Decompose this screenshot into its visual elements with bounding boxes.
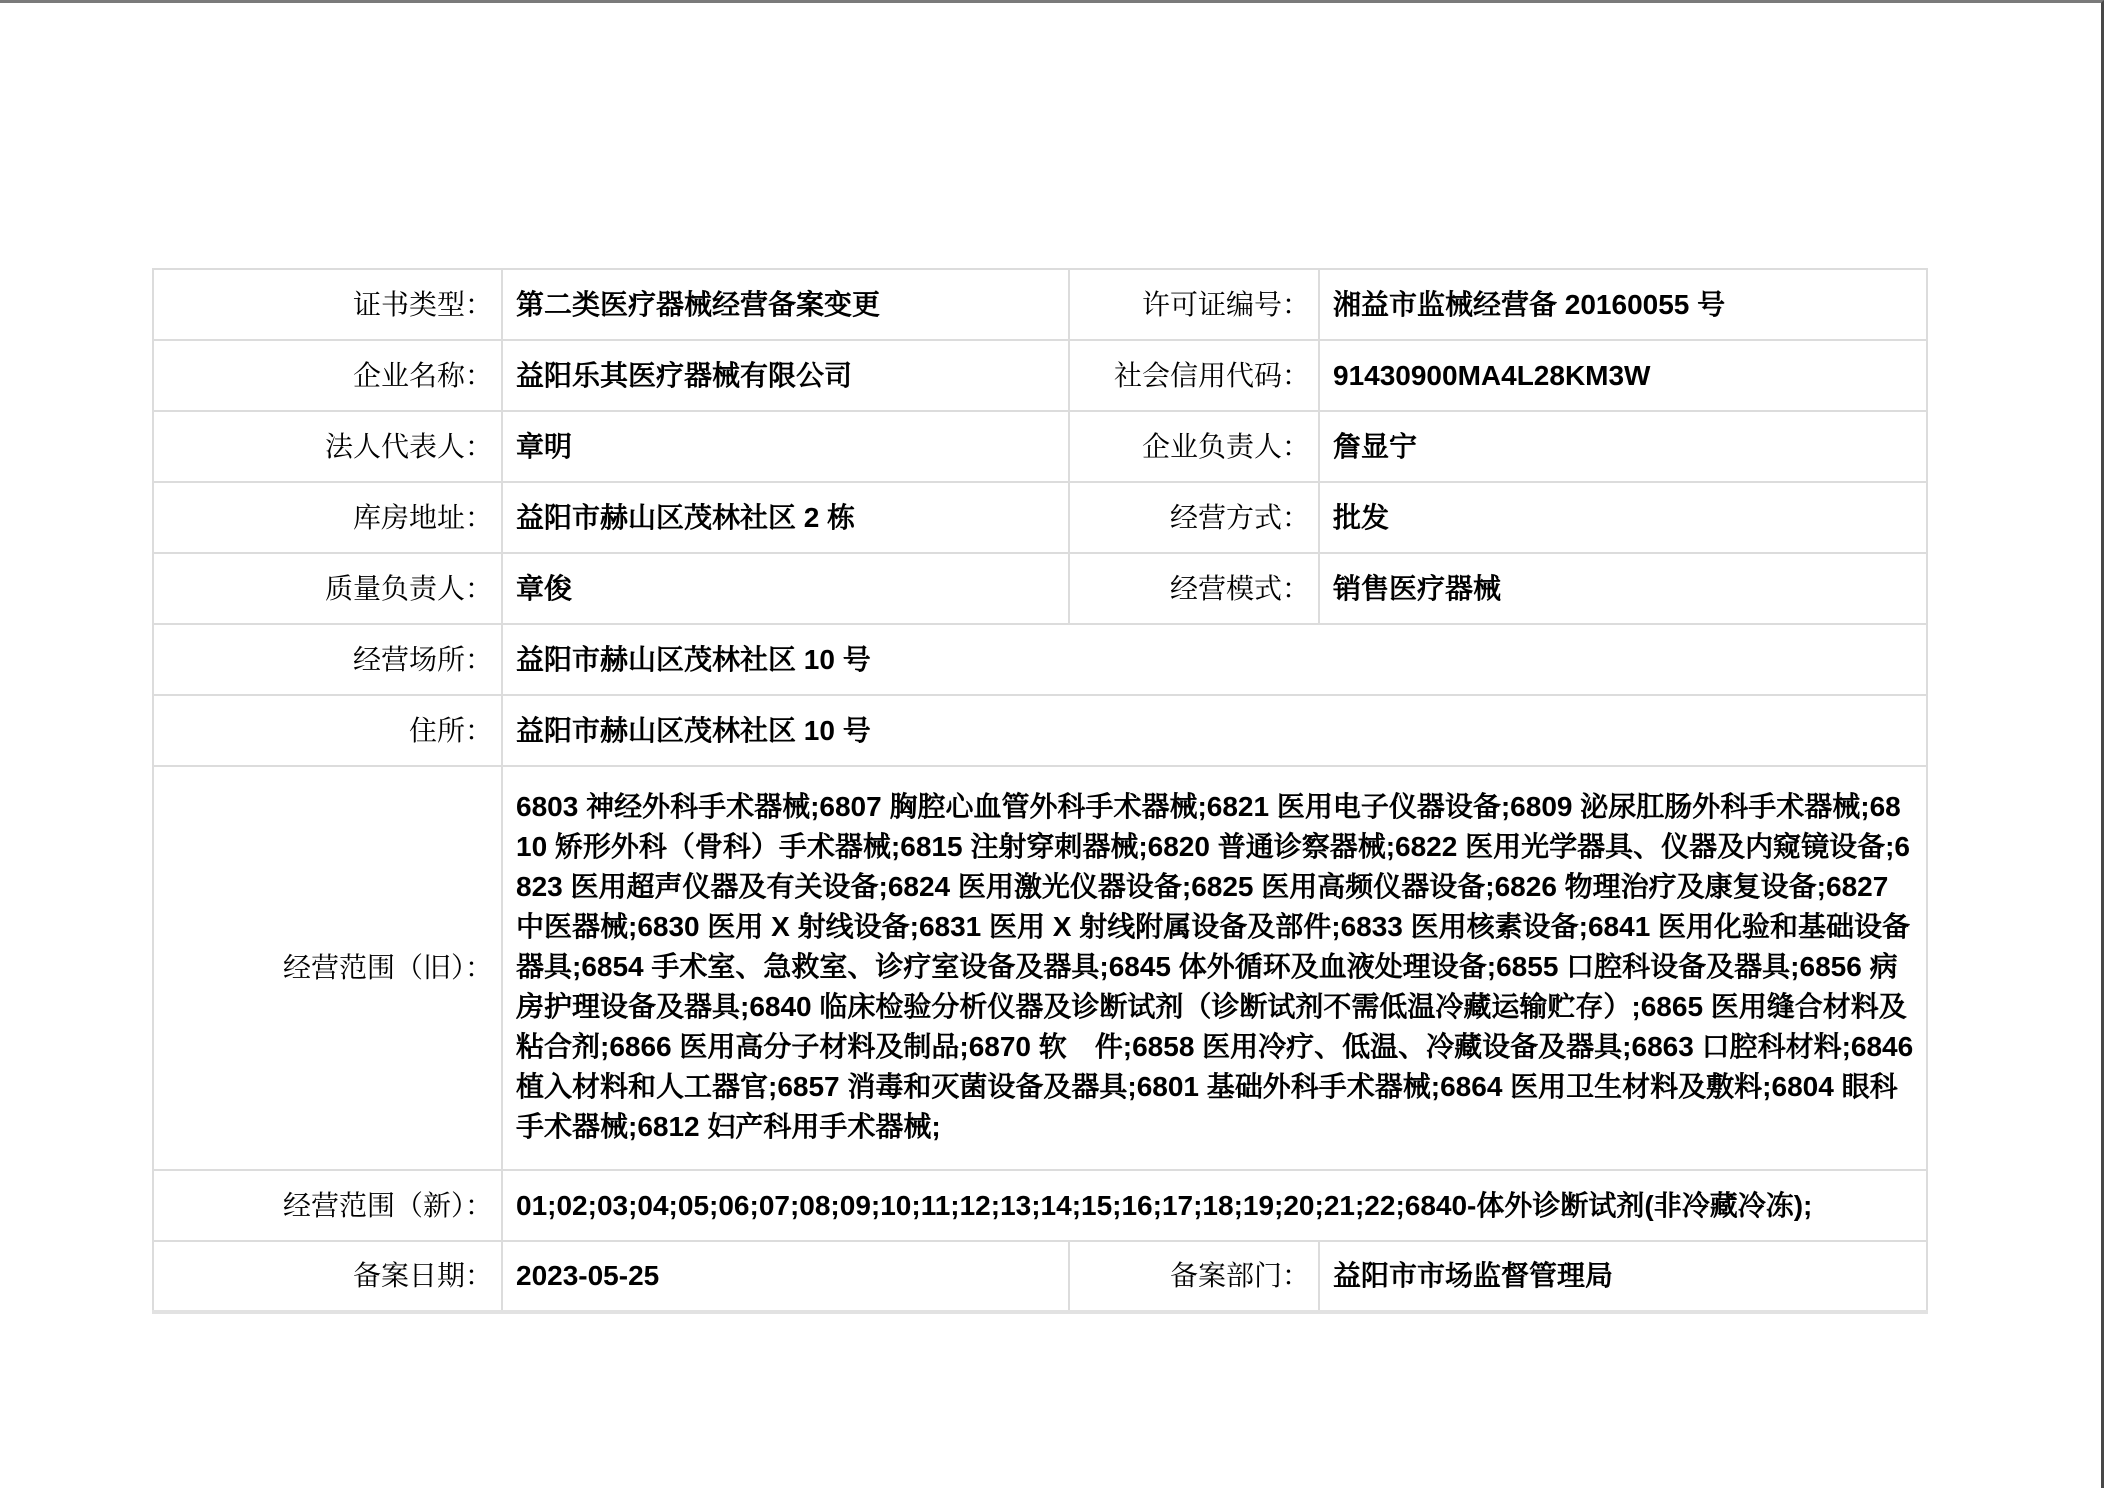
record-date-value: 2023-05-25	[502, 1241, 1069, 1312]
cert-type-value: 第二类医疗器械经营备案变更	[502, 269, 1069, 340]
quality-head-label: 质量负责人：	[153, 553, 502, 624]
table-row	[153, 766, 1927, 1170]
operation-model-label: 经营模式：	[1069, 553, 1319, 624]
business-mode-label: 经营方式：	[1069, 482, 1319, 553]
warehouse-addr-label: 库房地址：	[153, 482, 502, 553]
scope-old-label: 经营范围（旧）：	[153, 766, 502, 1170]
table-row	[153, 1241, 1927, 1312]
business-mode-value: 批发	[1319, 482, 1927, 553]
residence-label: 住所：	[153, 695, 502, 766]
legal-rep-label: 法人代表人：	[153, 411, 502, 482]
table-row	[153, 553, 1927, 624]
registration-table	[152, 268, 1928, 1314]
scope-old-value: 6803 神经外科手术器械;6807 胸腔心血管外科手术器械;6821 医用电子仪器设备;6809 泌尿肛肠外科手术器械;6810 矫形外科（骨科）手术器械;6815 注射穿刺器械;6820 普通诊察器械;6822 医用光学器具、仪器及内窥镜设备;6823 医用超声仪器及有关设备;6824 医用激光仪器设备;6825 医用高频仪器设备;6826 物理治疗及康复设备;6827 中医器械;6830 医用 X 射线设备;6831 医用 X 射线附属设备及部件;6833 医用核素设备;6841 医用化验和基础设备器具;6854 手术室、急救室、诊疗室设备及器具;6845 体外循环及血液处理设备;6855 口腔科设备及器具;6856 病房护理设备及器具;6840 临床检验分析仪器及诊断试剂（诊断试剂不需低温冷藏运输贮存）;6865 医用缝合材料及粘合剂;6866 医用高分子材料及制品;6870 软 件;6858 医用冷疗、低温、冷藏设备及器具;6863 口腔科材料;6846 植入材料和人工器官;6857 消毒和灭菌设备及器具;6801 基础外科手术器械;6864 医用卫生材料及敷料;6804 眼科手术器械;6812 妇产科用手术器械;	[502, 766, 1927, 1170]
warehouse-addr-value: 益阳市赫山区茂林社区 2 栋	[502, 482, 1069, 553]
table-row	[153, 411, 1927, 482]
table-row	[153, 695, 1927, 766]
table-row	[153, 624, 1927, 695]
company-head-value: 詹显宁	[1319, 411, 1927, 482]
scope-new-value: 01;02;03;04;05;06;07;08;09;10;11;12;13;14;15;16;17;18;19;20;21;22;6840-体外诊断试剂(非冷藏冷冻);	[502, 1170, 1927, 1241]
business-place-label: 经营场所：	[153, 624, 502, 695]
operation-model-value: 销售医疗器械	[1319, 553, 1927, 624]
record-dept-value: 益阳市市场监督管理局	[1319, 1241, 1927, 1312]
record-dept-label: 备案部门：	[1069, 1241, 1319, 1312]
company-head-label: 企业负责人：	[1069, 411, 1319, 482]
scope-new-label: 经营范围（新）：	[153, 1170, 502, 1241]
credit-code-label: 社会信用代码：	[1069, 340, 1319, 411]
table-row	[153, 340, 1927, 411]
credit-code-value: 91430900MA4L28KM3W	[1319, 340, 1927, 411]
table-row	[153, 482, 1927, 553]
business-place-value: 益阳市赫山区茂林社区 10 号	[502, 624, 1927, 695]
residence-value: 益阳市赫山区茂林社区 10 号	[502, 695, 1927, 766]
quality-head-value: 章俊	[502, 553, 1069, 624]
license-no-label: 许可证编号：	[1069, 269, 1319, 340]
table-row	[153, 269, 1927, 340]
table-row	[153, 1170, 1927, 1241]
record-date-label: 备案日期：	[153, 1241, 502, 1312]
cert-type-label: 证书类型：	[153, 269, 502, 340]
company-name-label: 企业名称：	[153, 340, 502, 411]
legal-rep-value: 章明	[502, 411, 1069, 482]
company-name-value: 益阳乐其医疗器械有限公司	[502, 340, 1069, 411]
license-no-value: 湘益市监械经营备 20160055 号	[1319, 269, 1927, 340]
